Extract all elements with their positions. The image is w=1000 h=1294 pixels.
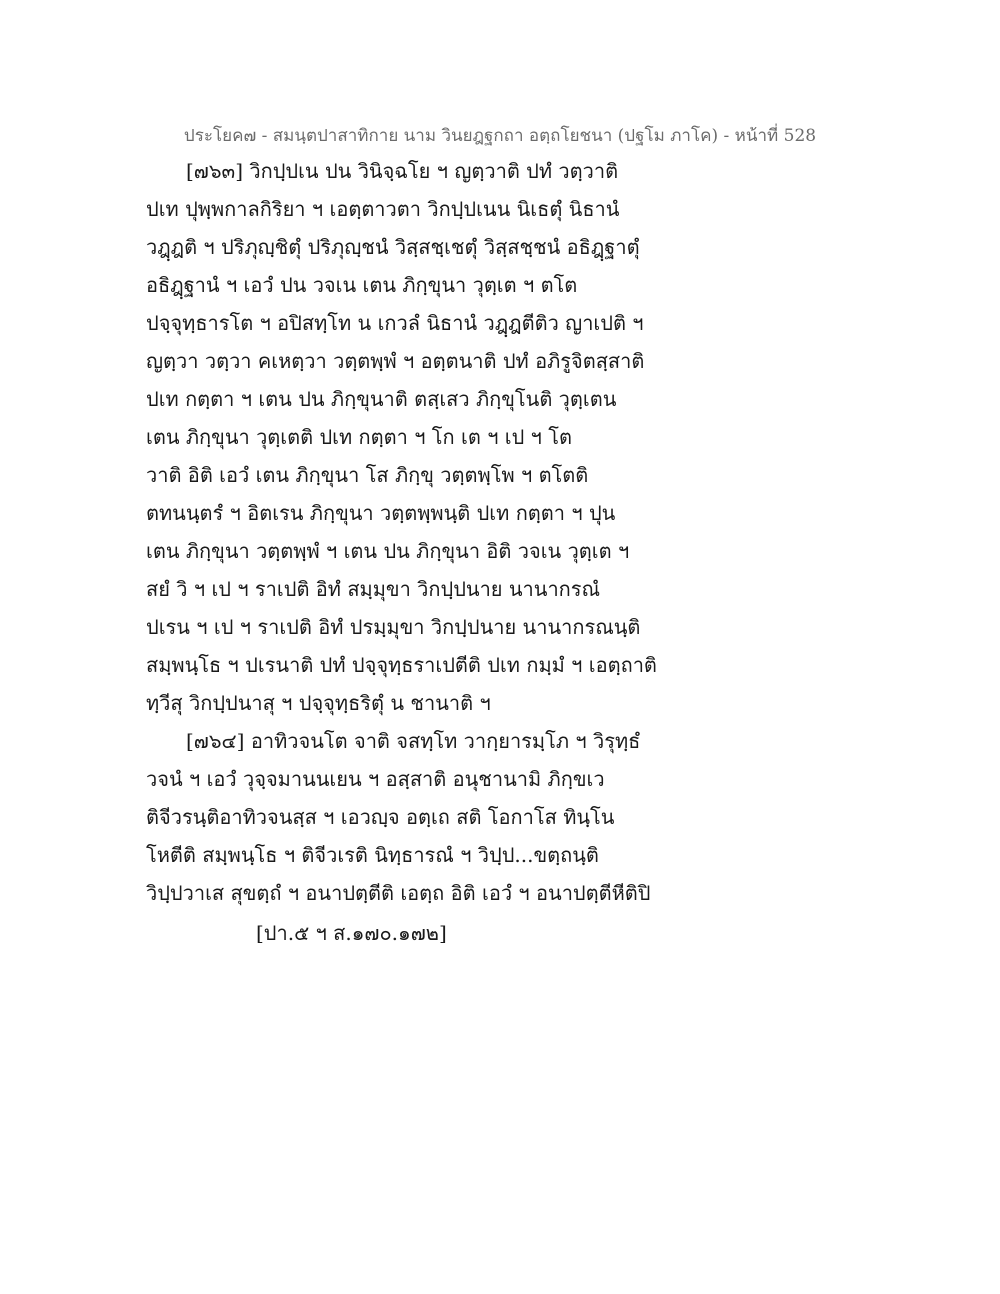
text-line: ปเรน ฯ เป ฯ ราเปติ อิทํ ปรมฺมุขา วิกปฺปนาย นานากรณนฺติ <box>146 615 641 639</box>
text-line: สยํ วิ ฯ เป ฯ ราเปติ อิทํ สมฺมุขา วิกปฺปนาย นานากรณํ <box>146 577 601 601</box>
text-line: ทฺวีสุ วิกปฺปนาสุ ฯ ปจฺจุทฺธริตุํ น ชานาติ ฯ <box>146 691 491 715</box>
text-line: ปจฺจุทฺธารโต ฯ อปิสทฺโท น เกวลํ นิธานํ วฎฺฎตีติว ญาเปติ ฯ <box>146 311 644 335</box>
text-line: เตน ภิกฺขุนา วตฺตพฺพํ ฯ เตน ปน ภิกฺขุนา อิติ วจเน วุตฺเต ฯ <box>146 539 630 563</box>
text-line: ปเท ปุพฺพกาลกิริยา ฯ เอตฺตาวตา วิกปฺปเนน นิเธตุํ นิธานํ <box>146 197 620 221</box>
text-line: ปเท กตฺตา ฯ เตน ปน ภิกฺขุนาติ ตสฺเสว ภิกฺขุโนติ วุตฺเตน <box>146 387 617 411</box>
reference-citation: [ปา.๕ ฯ ส.๑๗๐.๑๗๒] <box>256 921 447 945</box>
text-line: สมฺพนฺโธ ฯ ปเรนาติ ปทํ ปจฺจุทฺธราเปตีติ ปเท กมฺมํ ฯ เอตฺถาติ <box>146 653 657 677</box>
text-line: วาติ อิติ เอวํ เตน ภิกฺขุนา โส ภิกฺขุ วตฺตพฺโพ ฯ ตโตติ <box>146 463 589 487</box>
text-line: [๗๖๔] อาทิวจนโต จาติ จสทฺโท วากฺยารมฺโภ ฯ วิรุทฺธํ <box>186 729 641 753</box>
text-line: ติจีวรนฺติอาทิวจนสฺส ฯ เอวญฺจ อตฺเถ สติ โอกาโส ทินฺโน <box>146 805 615 829</box>
text-line: เตน ภิกฺขุนา วุตฺเตติ ปเท กตฺตา ฯ โก เต ฯ เป ฯ โต <box>146 425 572 449</box>
text-line: โหตีติ สมฺพนฺโธ ฯ ติจีวเรติ นิทฺธารณํ ฯ วิปฺป...ขตฺถนฺติ <box>146 843 599 867</box>
text-line: วิปฺปวาเส สุขตฺถํ ฯ อนาปตฺตีติ เอตฺถ อิติ เอวํ ฯ อนาปตฺตีหีติปิ <box>146 881 651 905</box>
text-line: วฎฺฎติ ฯ ปริภุญฺชิตุํ ปริภุญฺชนํ วิสฺสชฺเชตุํ วิสฺสชฺชนํ อธิฎฺฐาตุํ <box>146 235 640 259</box>
text-line: ญตฺวา วตฺวา คเหตฺวา วตฺตพฺพํ ฯ อตฺตนาติ ปทํ อภิรูจิตสฺสาติ <box>146 349 645 373</box>
text-line: [๗๖๓] วิกปฺปเน ปน วินิจฺฉโย ฯ ญตฺวาติ ปทํ วตฺวาติ <box>186 159 619 183</box>
text-line: ตทนนฺตรํ ฯ อิตเรน ภิกฺขุนา วตฺตพฺพนฺติ ปเท กตฺตา ฯ ปุน <box>146 501 616 525</box>
text-line: อธิฎฺฐานํ ฯ เอวํ ปน วจเน เตน ภิกฺขุนา วุตฺเต ฯ ตโต <box>146 273 578 297</box>
text-line: วจนํ ฯ เอวํ วุจฺจมานนเยน ฯ อสฺสาติ อนุชานามิ ภิกฺขเว <box>146 767 605 791</box>
page-header: ประโยค๗ - สมนฺตปาสาทิกาย นาม วินยฎฐกถา อตฺถโยชนา (ปฐโม ภาโค) - หน้าที่ 528 <box>183 126 817 146</box>
